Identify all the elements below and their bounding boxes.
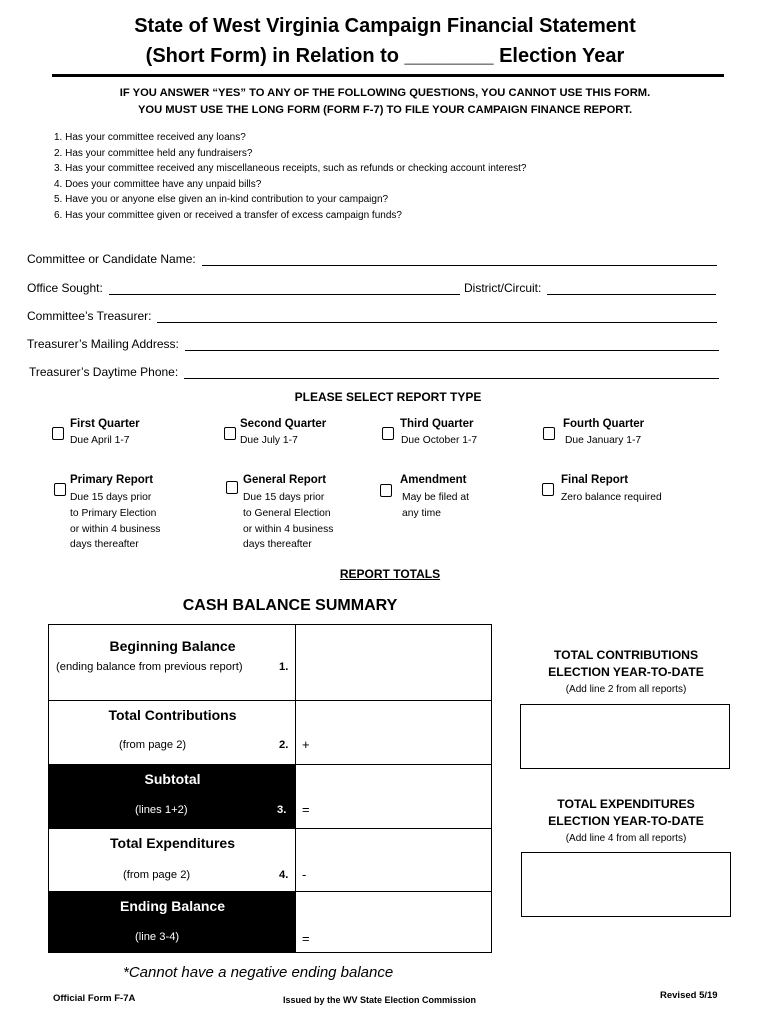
primary-report-due-line: days thereafter <box>70 539 139 551</box>
third-quarter-checkbox[interactable] <box>382 427 394 440</box>
subtotal-title: Subtotal <box>144 771 201 787</box>
amendment-label: Amendment <box>400 474 467 486</box>
district-label: District/Circuit: <box>464 281 542 295</box>
total-contributions-row <box>49 700 491 764</box>
form-title-line-2: (Short Form) in Relation to ________ Election Year <box>145 45 625 67</box>
second-quarter-due: Due July 1-7 <box>240 435 298 446</box>
general-report-checkbox[interactable] <box>226 481 238 494</box>
warning-line-2: YOU MUST USE THE LONG FORM (FORM F-7) TO FILE YOUR CAMPAIGN FINANCE REPORT. <box>137 104 633 116</box>
warning-line-1: IF YOU ANSWER “YES” TO ANY OF THE FOLLOWING QUESTIONS, YOU CANNOT USE THIS FORM. <box>119 87 651 99</box>
subtotal-amount[interactable] <box>296 765 491 828</box>
general-report-due-line: to General Election <box>243 507 331 519</box>
revision: Revised 5/19 <box>660 990 718 1001</box>
question-item: 4. Does your committee have any unpaid bills? <box>54 178 262 190</box>
general-report-due-line: Due 15 days prior <box>243 492 325 503</box>
mailing-address-line[interactable] <box>185 340 719 351</box>
total-contributions-amount[interactable] <box>296 701 491 764</box>
fourth-quarter-label: Fourth Quarter <box>563 418 645 430</box>
issuer: Issued by the WV State Election Commission <box>283 995 477 1005</box>
fourth-quarter-checkbox[interactable] <box>543 427 555 440</box>
subtotal-label-cell <box>49 765 296 828</box>
amendment-due <box>402 490 469 522</box>
primary-report-due-line: or within 4 business <box>70 523 161 535</box>
second-quarter-checkbox[interactable] <box>224 427 236 440</box>
ending-balance-row <box>49 891 491 952</box>
ytd-contributions-input[interactable] <box>520 704 730 769</box>
committee-name-line[interactable] <box>202 255 717 266</box>
negative-balance-note: *Cannot have a negative ending balance <box>123 964 394 981</box>
ending-balance-label-cell <box>49 892 296 952</box>
final-report-checkbox[interactable] <box>542 483 554 496</box>
line-number: 1. <box>279 661 289 673</box>
office-sought-field <box>27 281 460 295</box>
report-totals-heading: REPORT TOTALS <box>339 567 441 581</box>
cash-balance-summary-heading: CASH BALANCE SUMMARY <box>182 597 398 614</box>
ytd-expenditures-heading-2: ELECTION YEAR-TO-DATE <box>548 814 704 828</box>
ytd-expenditures-heading-1: TOTAL EXPENDITURES <box>557 797 695 811</box>
ytd-contributions-note: (Add line 2 from all reports) <box>565 684 687 695</box>
form-title-line-1: State of West Virginia Campaign Financial Statement <box>134 15 636 37</box>
question-list <box>54 130 526 224</box>
total-expenditures-sub: (from page 2) <box>123 869 191 881</box>
office-sought-label: Office Sought: <box>27 281 103 295</box>
committee-name-label: Committee or Candidate Name: <box>27 252 196 266</box>
first-quarter-due: Due April 1-7 <box>70 435 130 446</box>
line-number: 3. <box>277 804 287 816</box>
equals-sign: = <box>302 802 310 817</box>
question-item: 5. Have you or anyone else given an in-kind contribution to your campaign? <box>54 194 389 206</box>
beginning-balance-row <box>49 625 491 700</box>
primary-report-due-line: Due 15 days prior <box>70 492 152 503</box>
primary-report-checkbox[interactable] <box>54 483 66 496</box>
cash-balance-table <box>48 624 492 953</box>
subtotal-row <box>49 764 491 828</box>
final-report-label: Final Report <box>561 474 629 486</box>
district-line[interactable] <box>547 284 716 295</box>
minus-sign: - <box>302 867 307 882</box>
ytd-contributions-block <box>520 647 732 695</box>
total-contributions-sub: (from page 2) <box>119 739 187 751</box>
question-item: 6. Has your committee given or received a transfer of excess campaign funds? <box>54 209 402 221</box>
ytd-expenditures-block <box>520 796 732 844</box>
general-report-label: General Report <box>243 474 327 486</box>
ytd-contributions-heading-2: ELECTION YEAR-TO-DATE <box>548 665 704 679</box>
amendment-checkbox[interactable] <box>380 484 392 497</box>
final-report-due: Zero balance required <box>561 492 662 503</box>
equals-sign: = <box>302 931 310 946</box>
question-item: 1. Has your committee received any loans? <box>54 132 246 143</box>
phone-field <box>29 365 719 379</box>
general-report-due-line: days thereafter <box>243 539 312 551</box>
beginning-balance-sub: (ending balance from previous report) <box>56 661 243 673</box>
first-quarter-label: First Quarter <box>70 418 140 430</box>
primary-report-due <box>70 490 160 553</box>
general-report-due <box>243 490 333 553</box>
ytd-expenditures-note: (Add line 4 from all reports) <box>565 833 687 844</box>
amendment-due-line: any time <box>402 507 441 519</box>
subtotal-sub: (lines 1+2) <box>135 804 188 816</box>
first-quarter-checkbox[interactable] <box>52 427 64 440</box>
amendment-due-line: May be filed at <box>402 492 469 503</box>
district-field <box>464 281 716 295</box>
total-expenditures-row <box>49 828 491 891</box>
third-quarter-due: Due October 1-7 <box>401 435 478 446</box>
question-item: 3. Has your committee received any miscellaneous receipts, such as refunds or checking account interest? <box>54 163 527 175</box>
total-contributions-label-cell <box>49 701 296 764</box>
total-expenditures-title: Total Expenditures <box>110 835 235 851</box>
mailing-address-field <box>27 337 719 351</box>
beginning-balance-title: Beginning Balance <box>109 638 236 654</box>
fourth-quarter-due: Due January 1-7 <box>565 435 642 446</box>
phone-line[interactable] <box>184 368 719 379</box>
total-expenditures-label-cell <box>49 829 296 891</box>
beginning-balance-label-cell <box>49 625 296 700</box>
title-divider <box>52 74 724 77</box>
treasurer-label: Committee’s Treasurer: <box>27 309 152 323</box>
form-number: Official Form F-7A <box>53 993 136 1004</box>
third-quarter-label: Third Quarter <box>400 418 474 430</box>
ending-balance-title: Ending Balance <box>119 898 226 914</box>
committee-name-field <box>27 252 717 266</box>
ytd-expenditures-input[interactable] <box>521 852 731 917</box>
primary-report-label: Primary Report <box>70 474 154 486</box>
plus-sign: + <box>302 737 310 752</box>
treasurer-line[interactable] <box>157 312 717 323</box>
beginning-balance-amount[interactable] <box>296 625 491 700</box>
total-expenditures-amount[interactable] <box>296 829 491 891</box>
office-sought-line[interactable] <box>109 284 460 295</box>
second-quarter-label: Second Quarter <box>240 418 327 430</box>
ytd-contributions-heading-1: TOTAL CONTRIBUTIONS <box>553 648 699 662</box>
mailing-address-label: Treasurer’s Mailing Address: <box>27 337 179 351</box>
ending-balance-sub: (line 3-4) <box>135 931 180 943</box>
ending-balance-amount[interactable] <box>296 892 491 952</box>
report-type-heading: PLEASE SELECT REPORT TYPE <box>294 390 482 404</box>
line-number: 2. <box>279 739 289 751</box>
question-item: 2. Has your committee held any fundraisers? <box>54 147 253 159</box>
general-report-due-line: or within 4 business <box>243 523 334 535</box>
treasurer-field <box>27 309 717 323</box>
primary-report-due-line: to Primary Election <box>70 507 157 519</box>
line-number: 4. <box>279 869 289 881</box>
phone-label: Treasurer’s Daytime Phone: <box>29 365 179 379</box>
total-contributions-title: Total Contributions <box>108 707 237 723</box>
